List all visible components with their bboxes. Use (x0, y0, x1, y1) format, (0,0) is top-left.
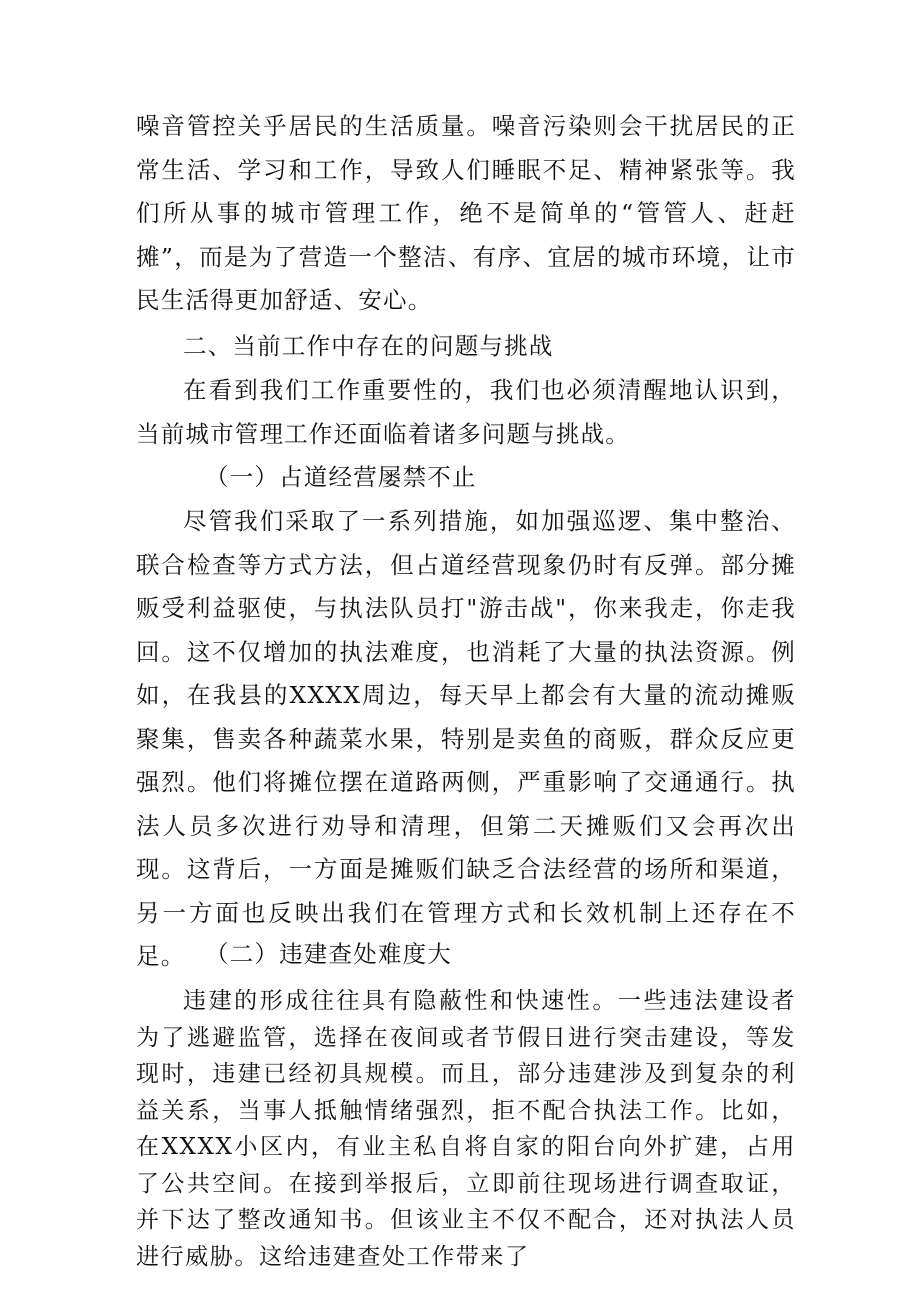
paragraph-illegal-construction: 违建的形成往往具有隐蔽性和快速性。一些违法建设者为了逃避监管，选择在夜间或者节假日进行突击建设，等发现时，违建已经初具规模。而且，部分违建涉及到复杂的利益关系，当事人抵触情绪强烈，拒不配合执法工作。比如，在XXXX小区内，有业主私自将自家的阳台向外扩建，占用了公共空间。在接到举报后，立即前往现场进行调查取证，并下达了整改通知书。但该业主不仅不配合，还对执法人员进行威胁。这给违建查处工作带来了 (136, 988, 796, 1270)
section-heading-problems-challenges: 二、当前工作中存在的问题与挑战 (183, 332, 554, 360)
paragraph-noise-control: 噪音管控关乎居民的生活质量。噪音污染则会干扰居民的正常生活、学习和工作，导致人们睡眠不足、精神紧张等。我们所从事的城市管理工作，绝不是简单的“管管人、赶赶摊”，而是为了营造一个整洁、有序、宜居的城市环境，让市民生活得更加舒适、安心。 (136, 112, 796, 314)
subheading-illegal-construction: （二）违建查处难度大 (205, 940, 452, 968)
subheading-street-vending: （一）占道经营屡禁不止 (205, 463, 477, 491)
paragraph-street-vending: 尽管我们采取了一系列措施，如加强巡逻、集中整治、联合检查等方式方法，但占道经营现象仍时有反弹。部分摊贩受利益驱使，与执法队员打"游击战"，你来我走，你走我回。这不仅增加的执法难度，也消耗了大量的执法资源。例如，在我县的XXXX周边，每天早上都会有大量的流动摊贩聚集，售卖各种蔬菜水果，特别是卖鱼的商贩，群众反应更强烈。他们将摊位摆在道路两侧，严重影响了交通通行。执法人员多次进行劝导和清理，但第二天摊贩们又会再次出现。这背后，一方面是摊贩们缺乏合法经营的场所和渠道，另一方面也反映出我们在管理方式和长效机制上还存在不足。 (136, 507, 796, 970)
paragraph-challenges-intro: 在看到我们工作重要性的，我们也必须清醒地认识到，当前城市管理工作还面临着诸多问题与挑战。 (136, 376, 796, 448)
